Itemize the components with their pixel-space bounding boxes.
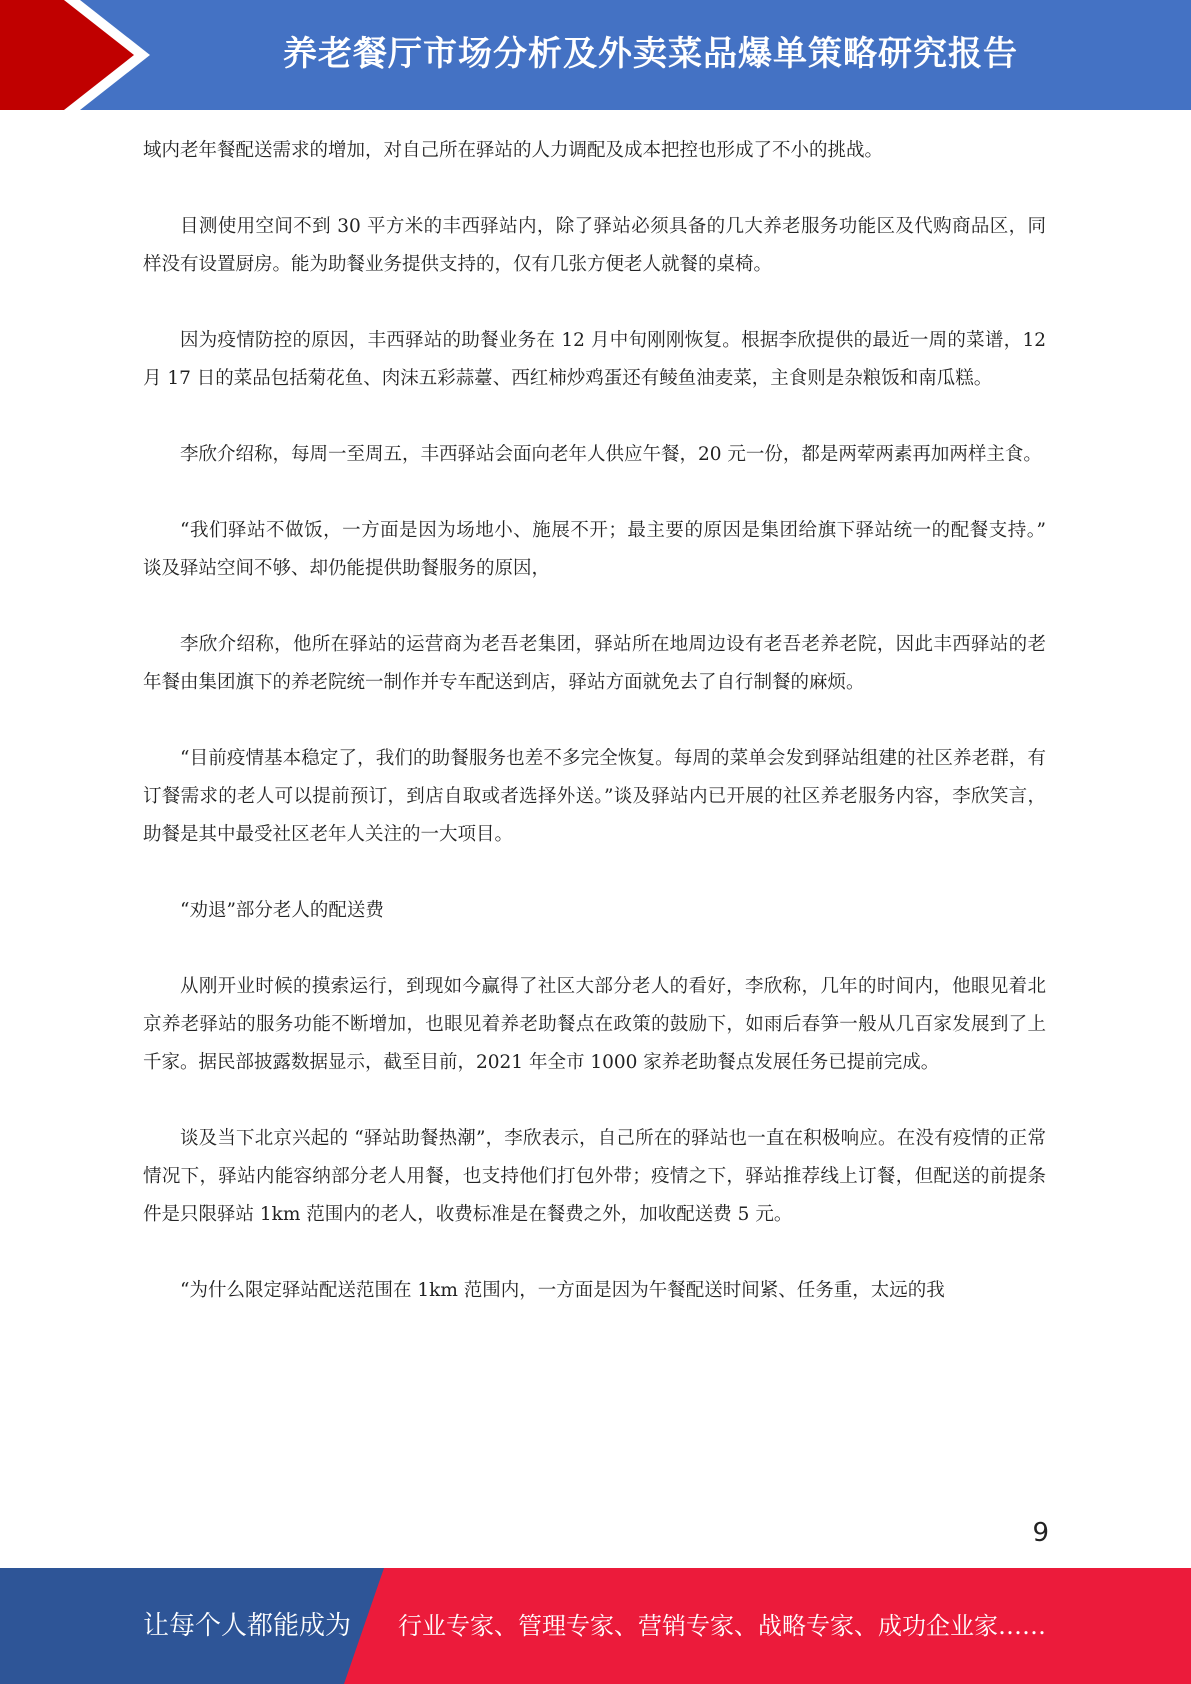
- footer-banner: [0, 1568, 1191, 1684]
- paragraph: 目测使用空间不到 30 平方米的丰西驿站内，除了驿站必须具备的几大养老服务功能区及代购商品区，同样没有设置厨房。能为助餐业务提供支持的，仅有几张方便老人就餐的桌椅。: [143, 216, 1046, 275]
- header-banner: [0, 0, 1191, 110]
- paragraph: “目前疫情基本稳定了，我们的助餐服务也差不多完全恢复。每周的菜单会发到驿站组建的社区养老群，有订餐需求的老人可以提前预订，到店自取或者选择外送。”谈及驿站内已开展的社区养老服务内容，李欣笑言，助餐是其中最受社区老年人关注的一大项目。: [143, 748, 1046, 845]
- paragraph: 谈及当下北京兴起的 “驿站助餐热潮”，李欣表示，自己所在的驿站也一直在积极响应。在没有疫情的正常情况下，驿站内能容纳部分老人用餐，也支持他们打包外带；疫情之下，驿站推荐线上订餐，但配送的前提条件是只限驿站 1km 范围内的老人，收费标准是在餐费之外，加收配送费 5 元。: [143, 1128, 1046, 1225]
- paragraph: 域内老年餐配送需求的增加，对自己所在驿站的人力调配及成本把控也形成了不小的挑战。: [143, 140, 884, 161]
- paragraph: 李欣介绍称，每周一至周五，丰西驿站会面向老年人供应午餐，20 元一份，都是两荤两素再加两样主食。: [180, 444, 1042, 465]
- page-number: 9: [1032, 1518, 1049, 1548]
- footer-slogan-left: 让每个人都能成为: [143, 1611, 352, 1641]
- paragraph: “我们驿站不做饭，一方面是因为场地小、施展不开；最主要的原因是集团给旗下驿站统一的配餐支持。” 谈及驿站空间不够、却仍能提供助餐服务的原因，: [143, 520, 1046, 579]
- paragraph: 因为疫情防控的原因，丰西驿站的助餐业务在 12 月中旬刚刚恢复。根据李欣提供的最近一周的菜谱，12 月 17 日的菜品包括菊花鱼、肉沫五彩蒜薹、西红柿炒鸡蛋还有鲮鱼油麦菜，主食则是杂粮饭和南瓜糕。: [143, 330, 1046, 389]
- report-title: 养老餐厅市场分析及外卖菜品爆单策略研究报告: [283, 34, 1018, 74]
- paragraph: 从刚开业时候的摸索运行，到现如今赢得了社区大部分老人的看好，李欣称，几年的时间内，他眼见着北京养老驿站的服务功能不断增加，也眼见着养老助餐点在政策的鼓励下，如雨后春笋一般从几百家发展到了上千家。据民部披露数据显示，截至目前，2021 年全市 1000 家养老助餐点发展任务已提前完成。: [143, 976, 1046, 1073]
- paragraph: 李欣介绍称，他所在驿站的运营商为老吾老集团，驿站所在地周边设有老吾老养老院，因此丰西驿站的老年餐由集团旗下的养老院统一制作并专车配送到店，驿站方面就免去了自行制餐的麻烦。: [143, 634, 1046, 693]
- paragraph: “为什么限定驿站配送范围在 1km 范围内，一方面是因为午餐配送时间紧、任务重，太远的我: [180, 1280, 945, 1301]
- article-body: [143, 132, 1046, 1348]
- paragraph: “劝退”部分老人的配送费: [180, 900, 384, 921]
- footer-slogan-right: 行业专家、管理专家、营销专家、战略专家、成功企业家……: [398, 1612, 1046, 1640]
